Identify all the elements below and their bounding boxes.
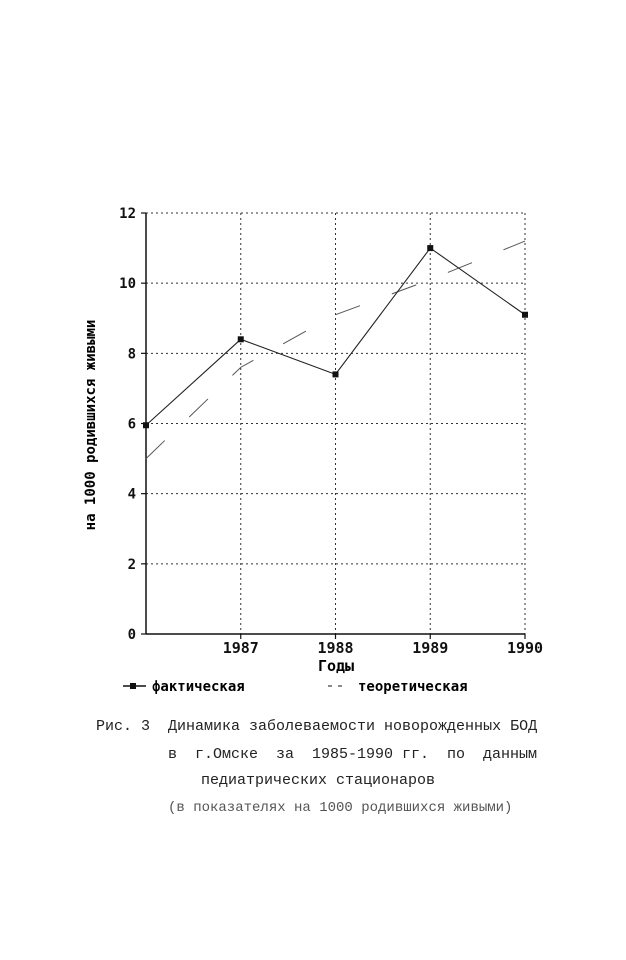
y-tick-label: 8 (127, 346, 136, 363)
y-tick-label: 6 (127, 416, 136, 433)
legend-actual-marker (130, 683, 136, 689)
x-tick-label: 1987 (222, 639, 259, 657)
caption-line-4: (в показателях на 1000 родившихся живыми) (168, 800, 513, 816)
y-axis-label: на 1000 родившихся живыми (83, 319, 99, 531)
x-axis-label: Годы (317, 657, 355, 675)
legend-theoretical-label: теоретическая (358, 679, 468, 695)
caption-line-2: в г.Омске за 1985-1990 гг. по данным (168, 746, 538, 763)
caption-line-1: Рис. 3 Динамика заболеваемости новорожденных БОД (96, 718, 538, 735)
axes (141, 213, 525, 639)
actual-point-1989 (427, 245, 433, 251)
legend (123, 679, 468, 695)
y-tick-labels (119, 206, 136, 643)
y-tick-label: 2 (127, 556, 136, 573)
y-tick-label: 4 (127, 486, 136, 503)
actual-point-1988 (333, 371, 339, 377)
actual-point-1987 (238, 336, 244, 342)
actual-point-1990 (522, 312, 528, 318)
series-actual (143, 245, 528, 428)
y-tick-label: 0 (127, 627, 136, 643)
y-tick-label: 12 (119, 206, 136, 222)
x-tick-label: 1988 (317, 639, 354, 657)
caption-line-3: педиатрических стационаров (201, 772, 436, 789)
x-tick-labels (223, 639, 543, 657)
legend-actual-label: фактическая (152, 679, 245, 695)
x-tick-label: 1990 (506, 639, 544, 657)
actual-point-1986 (143, 422, 149, 428)
y-tick-label: 10 (119, 276, 136, 293)
grid-lines (146, 213, 525, 634)
x-tick-label: 1989 (412, 639, 449, 657)
